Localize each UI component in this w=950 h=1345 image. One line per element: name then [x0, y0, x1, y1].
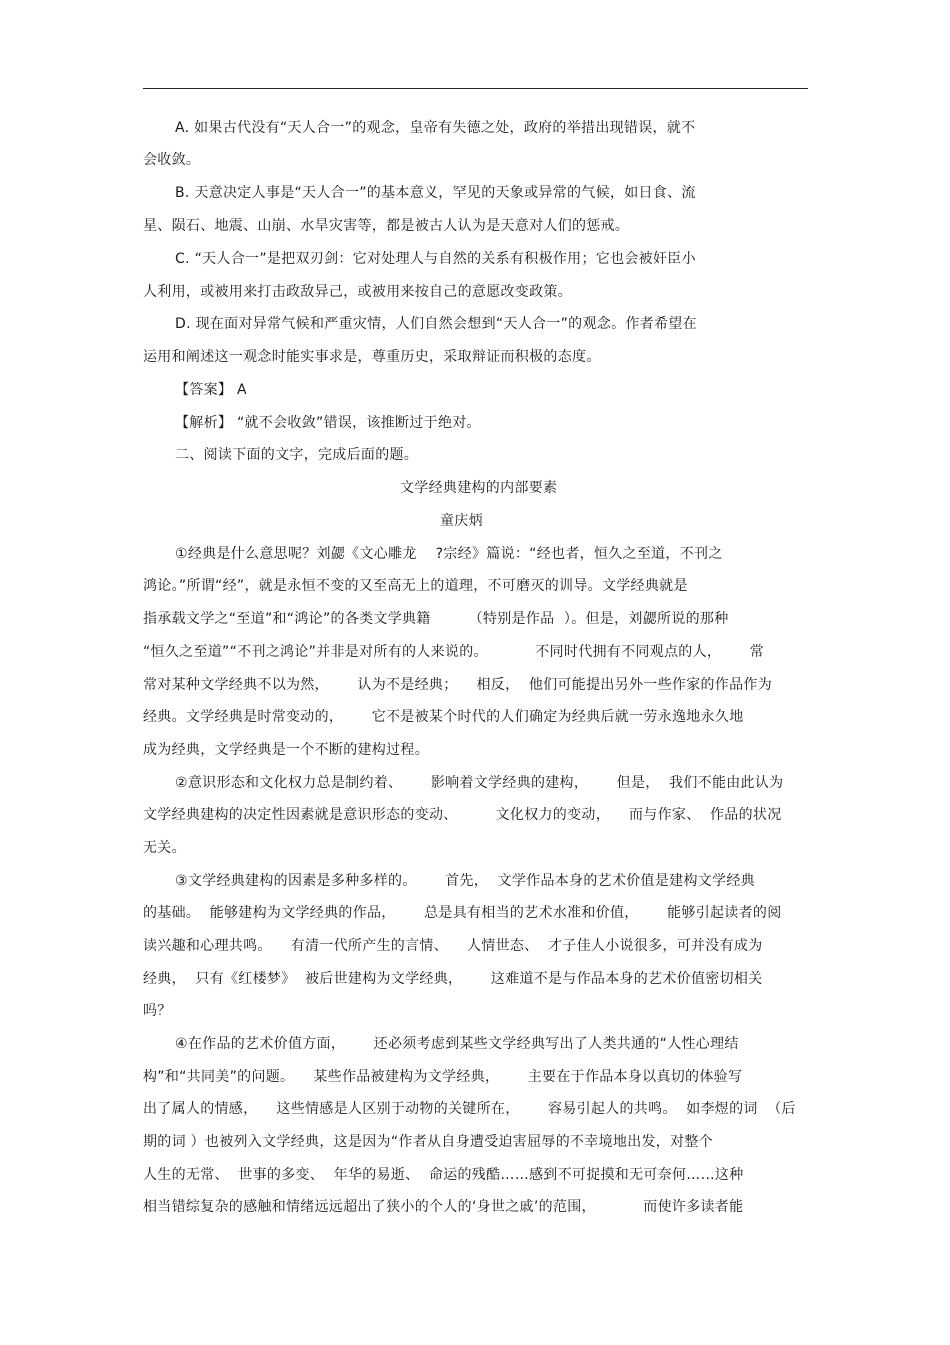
para-4-line-2: 构”和“共同美”的问题。 某些作品被建构为文学经典， 主要在于作品本身以真切的体验写	[143, 1069, 743, 1085]
para-3-line-2: 的基础。 能够建构为文学经典的作品， 总是具有相当的艺术水准和价值， 能够引起读者的阅	[143, 905, 782, 921]
option-d-line-1: D. 现在面对异常气候和严重灾情，人们自然会想到“天人合一”的观念。作者希望在	[175, 316, 697, 332]
para-2-line-2: 文学经典建构的决定性因素就是意识形态的变动、 文化权力的变动， 而与作家、 作品的状况	[143, 807, 782, 823]
option-c-line-2: 人利用，或被用来打击政敌异己，或被用来按自己的意愿改变政策。	[143, 284, 572, 300]
para-1-line-2: 鸿论。”所谓“经”，就是永恒不变的又至高无上的道理，不可磨灭的训导。文学经典就是	[143, 578, 688, 594]
para-1-line-1: ①经典是什么意思呢？刘勰《文心雕龙 ?宗经》篇说：“经也者，恒久之至道，不刊之	[175, 546, 723, 562]
article-author: 童庆炳	[440, 513, 483, 529]
option-d-line-2: 运用和阐述这一观念时能实事求是，尊重历史，采取辩证而积极的态度。	[143, 349, 601, 365]
option-b-line-1: B. 天意决定人事是“天人合一”的基本意义，罕见的天象或异常的气候，如日食、流	[175, 185, 696, 201]
option-a-line-1: A. 如果古代没有“天人合一”的观念，皇帝有失德之处，政府的举措出现错误，就不	[175, 120, 696, 136]
para-1-line-4: “恒久之至道”“不刊之鸿论”并非是对所有的人来说的。 不同时代拥有不同观点的人， 常	[143, 644, 765, 660]
para-1-line-7: 成为经典，文学经典是一个不断的建构过程。	[143, 742, 429, 758]
para-3-line-1: ③文学经典建构的因素是多种多样的。 首先， 文学作品本身的艺术价值是建构文学经典	[175, 873, 755, 889]
para-4-line-5: 人生的无常、 世事的多变、 年华的易逝、 命运的残酷……感到不可捉摸和无可奈何……这种	[143, 1167, 744, 1183]
analysis-line: 【解析】 “就不会收敛”错误，该推断过于绝对。	[175, 415, 481, 431]
para-4-line-4: 期的词 ）也被列入文学经典，这是因为“作者从自身遭受迫害屈辱的不幸境地出发，对整个	[143, 1134, 714, 1150]
para-3-line-3: 读兴趣和心理共鸣。 有清一代所产生的言情、 人情世态、 才子佳人小说很多，可并没有成为	[143, 938, 763, 954]
para-4-line-3: 出了属人的情感， 这些情感是人区别于动物的关键所在， 容易引起人的共鸣。 如李煜的词 （后	[143, 1101, 796, 1117]
para-1-line-6: 经典。文学经典是时常变动的， 它不是被某个时代的人们确定为经典后就一劳永逸地永久地	[143, 709, 744, 725]
para-3-line-4: 经典， 只有《红楼梦》 被后世建构为文学经典， 这难道不是与作品本身的艺术价值密切相关	[143, 971, 763, 987]
option-c-line-1: C. “天人合一”是把双刃剑：它对处理人与自然的关系有积极作用；它也会被奸臣小	[175, 251, 696, 267]
para-2-line-1: ②意识形态和文化权力总是制约着、 影响着文学经典的建构， 但是， 我们不能由此认为	[175, 775, 784, 791]
answer-line: 【答案】 A	[175, 382, 247, 398]
para-4-line-6: 相当错综复杂的感触和情绪远远超出了狭小的个人的‘身世之戚’的范围， 而使许多读者能	[143, 1199, 744, 1215]
para-3-line-5: 吗？	[143, 1003, 172, 1019]
section-heading: 二、阅读下面的文字，完成后面的题。	[175, 447, 419, 463]
para-2-line-3: 无关。	[143, 840, 186, 856]
para-1-line-3: 指承载文学之“至道”和“鸿论”的各类文学典籍 （特别是作品 ）。但是，刘勰所说的那种	[143, 611, 729, 627]
option-b-line-2: 星、陨石、地震、山崩、水旱灾害等，都是被古人认为是天意对人们的惩戒。	[143, 218, 630, 234]
para-4-line-1: ④在作品的艺术价值方面， 还必须考虑到某些文学经典写出了人类共通的“人性心理结	[175, 1036, 739, 1052]
para-1-line-5: 常对某种文学经典不以为然， 认为不是经典； 相反， 他们可能提出另外一些作家的作品作为	[143, 677, 772, 693]
option-a-line-2: 会收敛。	[143, 152, 201, 168]
article-title: 文学经典建构的内部要素	[400, 480, 558, 496]
header-rule	[143, 88, 808, 89]
